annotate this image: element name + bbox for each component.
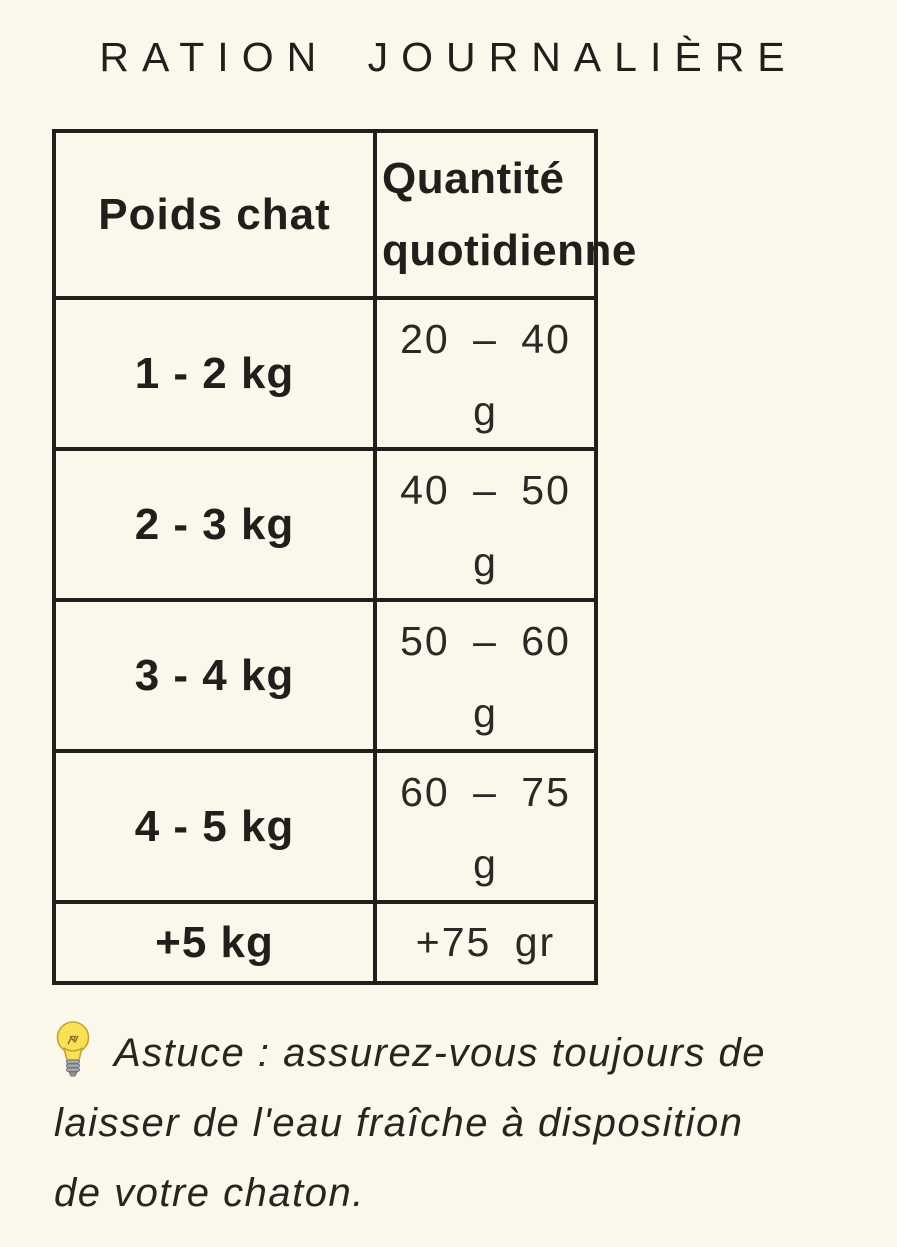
col-header-quantite-quotidienne [375, 131, 637, 298]
tip-line: de votre chaton. [54, 1171, 365, 1215]
weight-cell: 4 - 5 kg [54, 751, 375, 902]
ration-table [52, 129, 637, 985]
table-row [54, 298, 596, 449]
table-row [54, 902, 596, 983]
lightbulb-icon [54, 1020, 92, 1080]
quantity-cell [375, 751, 596, 902]
quantity-amount: 40 – 50 [400, 467, 571, 513]
table-row [54, 751, 596, 902]
quantity-amount: 50 – 60 [400, 618, 571, 664]
quantity-amount: +75 gr [415, 919, 556, 965]
tip-note [54, 1018, 866, 1228]
table-row [54, 449, 596, 600]
table-header-row [54, 131, 596, 298]
col-header-poids-chat: Poids chat [54, 131, 375, 298]
quantity-unit: g [473, 539, 498, 585]
tip-line: laisser de l'eau fraîche à disposition [54, 1101, 744, 1145]
quantity-unit: g [473, 690, 498, 736]
page-title: RATION JOURNALIÈRE [99, 34, 798, 80]
weight-cell: 3 - 4 kg [54, 600, 375, 751]
quantity-amount: 60 – 75 [400, 769, 571, 815]
table-row [54, 600, 596, 751]
weight-cell: 2 - 3 kg [54, 449, 375, 600]
ration-table-container [52, 129, 637, 985]
col-header-quantite-line2: quotidienne [382, 225, 637, 275]
tip-line [54, 1018, 866, 1088]
col-header-quantite-line1: Quantité [382, 153, 565, 203]
quantity-unit: g [473, 388, 498, 434]
quantity-cell [375, 298, 596, 449]
weight-cell: 1 - 2 kg [54, 298, 375, 449]
weight-cell: +5 kg [54, 902, 375, 983]
quantity-amount: 20 – 40 [400, 316, 571, 362]
quantity-cell [375, 449, 596, 600]
quantity-cell [375, 600, 596, 751]
quantity-cell [375, 902, 596, 983]
quantity-unit: g [473, 841, 498, 887]
tip-text-line1: Astuce : assurez-vous toujours de [114, 1031, 767, 1075]
